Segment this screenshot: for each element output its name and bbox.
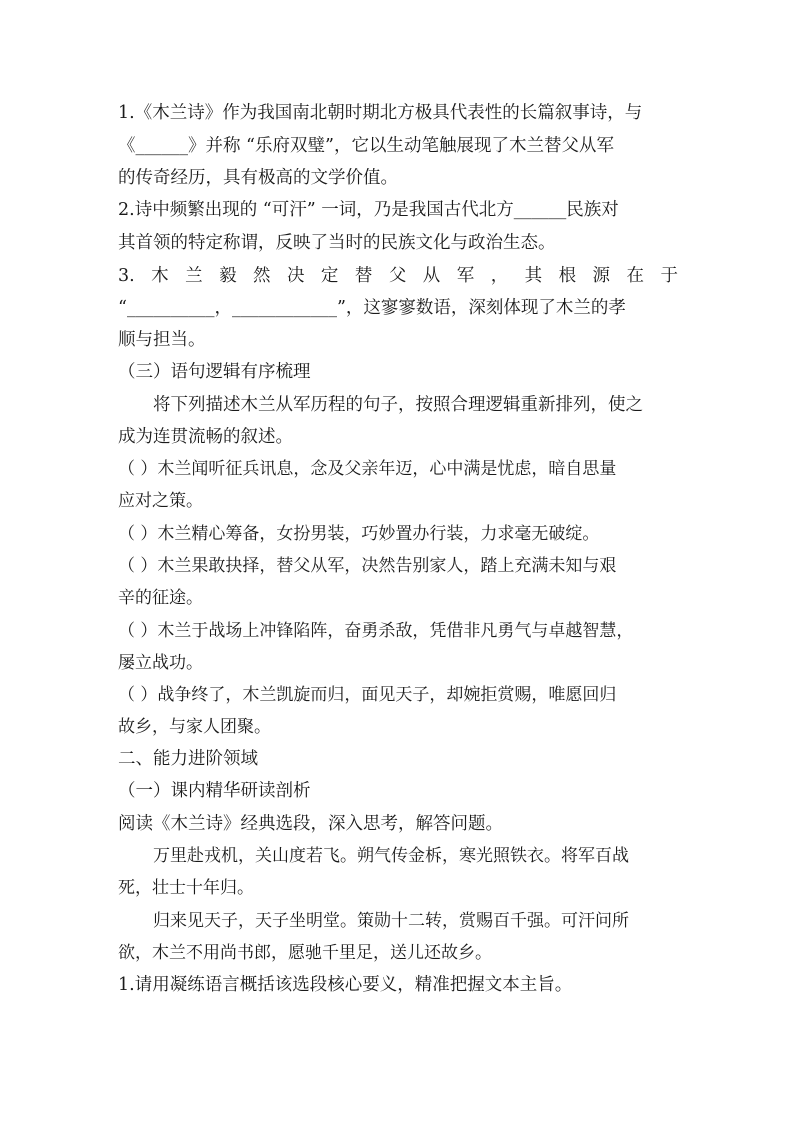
q3-char: 木 [151,266,169,286]
sort-item-4-line-2: 屡立战功。 [118,653,203,673]
section-two-subheading: （一）课内精华研读剖析 [118,781,311,801]
sort-item-2-line-1: （ ）木兰精心筹备，女扮男装，巧妙置办行装，力求毫无破绽。 [118,524,600,544]
question-2-line-1: 2.诗中频繁出现的 “可汗” 一词，乃是我国古代北方______民族对 [118,200,619,220]
q3-char: 在 [626,266,644,286]
q3-char: 于 [660,266,678,286]
q3-char: 父 [388,266,407,286]
sort-item-4-line-1: （ ）木兰于战场上冲锋陷阵，奋勇杀敌，凭借非凡勇气与卓越智慧， [118,621,634,641]
q3-char: 替 [354,266,373,286]
question-3-line-2: “__________，____________”，这寥寥数语，深刻体现了木兰的孝 [118,298,626,318]
sort-item-5-line-1: （ ）战争终了，木兰凯旋而归，面见天子，却婉拒赏赐，唯愿回归 [118,685,617,705]
question-2-line-2: 其首领的特定称谓，反映了当时的民族文化与政治生态。 [118,233,556,253]
q3-char: 兰 [185,266,203,286]
question-1-line-2: 《______》并称 “乐府双璧”，它以生动笔触展现了木兰替父从军 [118,136,614,156]
sort-instruction-line-1: 将下列描述木兰从军历程的句子，按照合理逻辑重新排列，使之 [153,395,643,415]
sort-item-3-line-2: 辛的征途。 [118,588,203,608]
reading-question-1: 1.请用凝练语言概括该选段核心要义，精准把握文本主旨。 [118,975,573,995]
question-1-line-3: 的传奇经历，具有极高的文学价值。 [118,168,398,188]
sort-item-1-line-1: （ ）木兰闻听征兵讯息，念及父亲年迈，心中满是忧虑，暗自思量 [118,459,617,479]
poem-para-1-line-1: 万里赴戎机，关山度若飞。朔气传金柝，寒光照铁衣。将军百战 [153,846,629,866]
poem-para-2-line-2: 欲，木兰不用尚书郎，愿驰千里足，送儿还故乡。 [118,943,492,963]
section-two-heading: 二、能力进阶领域 [118,749,258,769]
q3-char: 3. [118,266,135,286]
question-3-line-3: 顺与担当。 [118,330,206,350]
section-sort-heading: （三）语句逻辑有序梳理 [118,362,311,382]
sort-item-5-line-2: 故乡，与家人团聚。 [118,717,271,737]
sort-item-1-line-2: 应对之策。 [118,491,203,511]
q3-char: 根 [558,266,577,286]
q3-char: 毅 [219,266,237,286]
question-3-line-1 [118,265,678,287]
q3-char: 定 [320,266,339,286]
q3-char: 源 [592,266,611,286]
q3-char: 从 [422,266,441,286]
question-1-line-1: 1.《木兰诗》作为我国南北朝时期北方极具代表性的长篇叙事诗，与 [118,103,643,123]
poem-para-2-line-1: 归来见天子，天子坐明堂。策勋十二转，赏赐百千强。可汗问所 [153,911,629,931]
q3-char: 军 [456,266,475,286]
poem-para-1-line-2: 死，壮士十年归。 [118,878,254,898]
sort-instruction-line-2: 成为连贯流畅的叙述。 [118,427,293,447]
q3-char: ， [490,266,509,286]
q3-char: 然 [253,266,271,286]
q3-char: 决 [286,266,305,286]
q3-char: 其 [524,266,543,286]
sort-item-3-line-1: （ ）木兰果敢抉择，替父从军，决然告别家人，踏上充满未知与艰 [118,556,617,576]
reading-instruction: 阅读《木兰诗》经典选段，深入思考，解答问题。 [118,814,503,834]
